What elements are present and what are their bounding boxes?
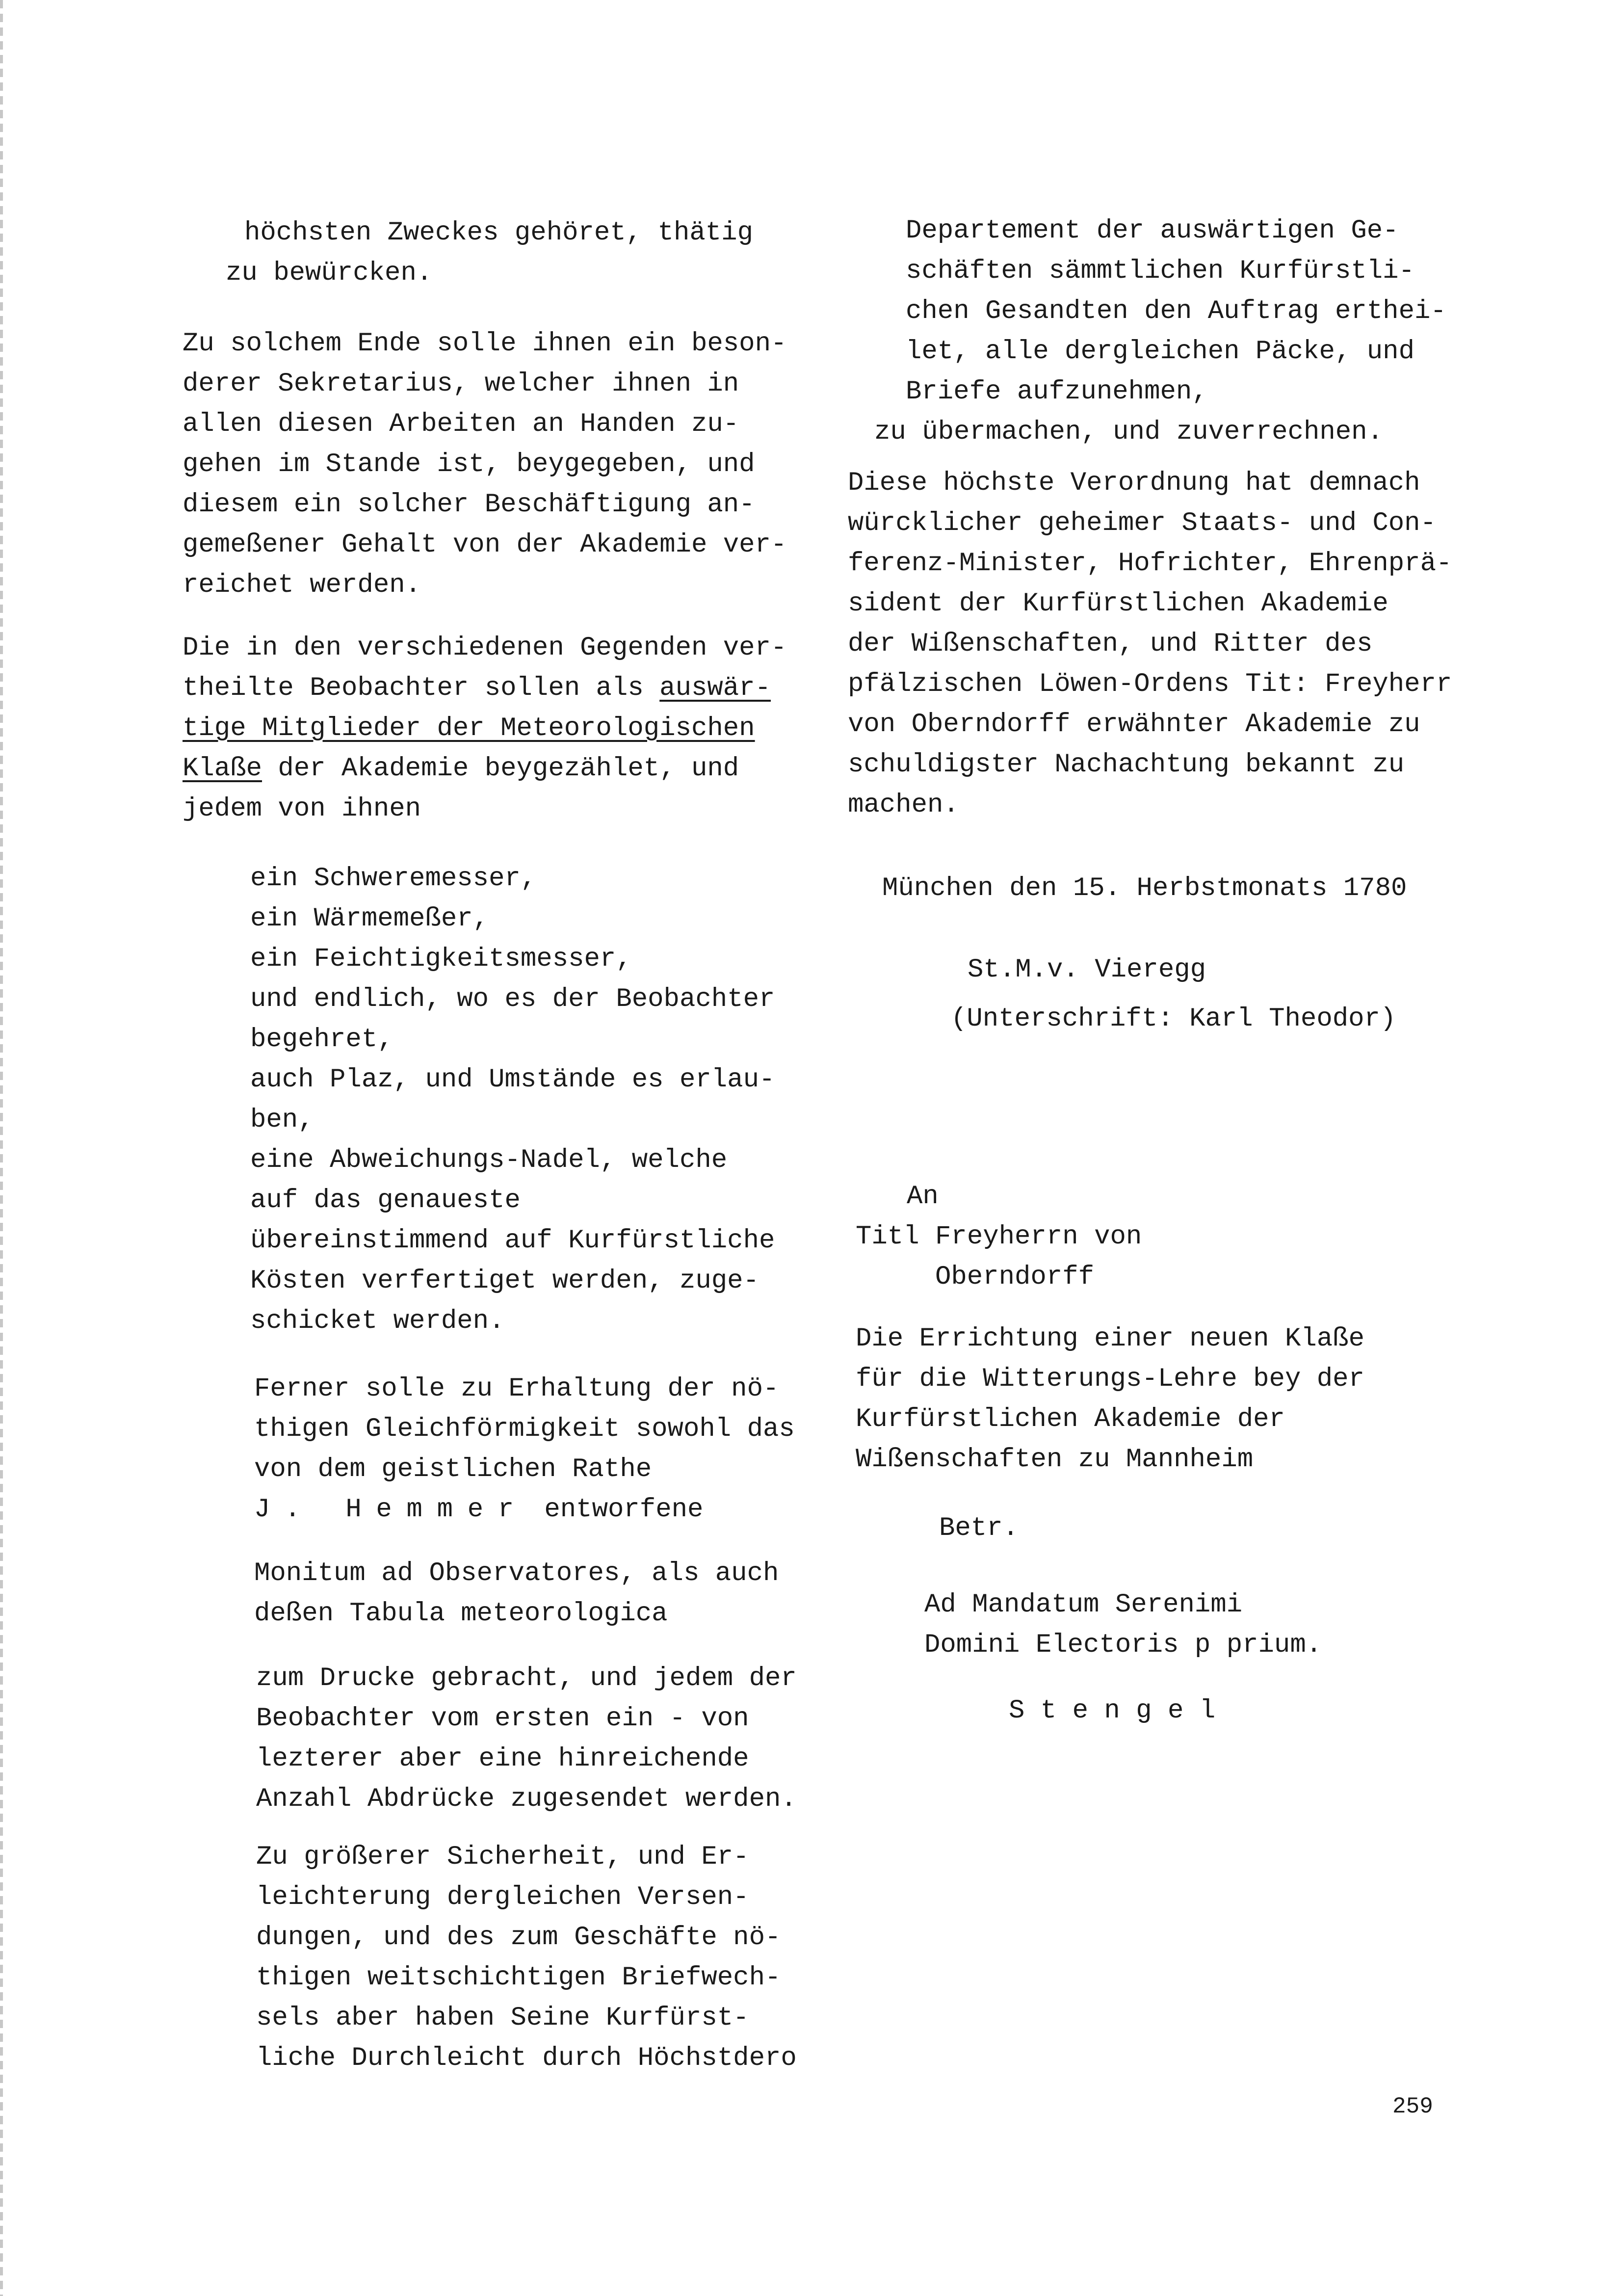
right-p1-line-2: schäften sämmtlichen Kurfürstli- <box>906 256 1414 286</box>
signature-line: (Unterschrift: Karl Theodor) <box>951 1004 1396 1034</box>
right-p1-line-1: Departement der auswärtigen Ge- <box>906 216 1399 246</box>
instrument-list-item: auf das genaueste <box>250 1186 521 1215</box>
left-p7-line-3: dungen, und des zum Geschäfte nö- <box>256 1923 781 1953</box>
instrument-list-item: schicket werden. <box>250 1306 505 1336</box>
left-p7-line-5: sels aber haben Seine Kurfürst- <box>256 2003 749 2033</box>
signer-line: St.M.v. Vieregg <box>968 955 1206 985</box>
subject-line-3: Kurfürstlichen Akademie der <box>856 1404 1285 1434</box>
left-p7-line-1: Zu größerer Sicherheit, und Er- <box>256 1842 749 1872</box>
left-p3-line-4 <box>183 749 739 789</box>
right-p1-line-6: zu übermachen, und zuverrechnen. <box>874 417 1383 447</box>
date-line: München den 15. Herbstmonats 1780 <box>882 873 1407 903</box>
left-p3-line-3 <box>183 709 755 749</box>
left-p6-line-1: zum Drucke gebracht, und jedem der <box>256 1663 797 1693</box>
left-p4-line-1: Ferner solle zu Erhaltung der nö- <box>254 1374 779 1404</box>
left-p4-line-2: thigen Gleichförmigkeit sowohl das <box>254 1414 795 1444</box>
left-p3-line-2 <box>183 668 771 709</box>
left-p3-line-5: jedem von ihnen <box>183 794 421 824</box>
left-p3-line-1: Die in den verschiedenen Gegenden ver- <box>183 633 787 663</box>
right-p2-line-5: der Wißenschaften, und Ritter des <box>848 629 1373 659</box>
betr-line: Betr. <box>939 1513 1019 1543</box>
mandate-line-1: Ad Mandatum Serenimi <box>924 1590 1243 1620</box>
left-p3-line-4-text: der Akademie beygezählet, und <box>262 754 739 784</box>
left-p2-line-2: derer Sekretarius, welcher ihnen in <box>183 369 739 399</box>
instrument-list-item: ein Wärmemeßer, <box>250 904 489 934</box>
right-p2-line-2: würcklicher geheimer Staats- und Con- <box>848 508 1436 538</box>
secretary-name: Stengel <box>1009 1696 1231 1726</box>
right-p1-line-4: let, alle dergleichen Päcke, und <box>906 337 1414 367</box>
right-p2-line-8: schuldigster Nachachtung bekannt zu <box>848 750 1405 780</box>
left-p2-line-1: Zu solchem Ende solle ihnen ein beson- <box>183 329 787 359</box>
left-p4-line-3: von dem geistlichen Rathe <box>254 1454 652 1484</box>
instrument-list-item: und endlich, wo es der Beobachter <box>250 984 775 1014</box>
left-p6-line-3: lezterer aber eine hinreichende <box>256 1744 749 1774</box>
instrument-list-item: eine Abweichungs-Nadel, welche <box>250 1145 728 1175</box>
left-p1-line-1: höchsten Zweckes gehöret, thätig <box>244 218 753 248</box>
right-p2-line-1: Diese höchste Verordnung hat demnach <box>848 468 1420 498</box>
left-p1-line-2: zu bewürcken. <box>226 258 433 288</box>
page-number: 259 <box>1392 2094 1433 2119</box>
subject-line-2: für die Witterungs-Lehre bey der <box>856 1364 1364 1394</box>
left-p6-line-2: Beobachter vom ersten ein - von <box>256 1704 749 1734</box>
underlined-term: Klaße <box>183 754 262 784</box>
right-p1-line-3: chen Gesandten den Auftrag erthei- <box>906 296 1446 326</box>
underlined-term: tige Mitglieder der Meteorologischen <box>183 713 755 743</box>
right-p1-line-5: Briefe aufzunehmen, <box>906 377 1208 407</box>
right-p2-line-9: machen. <box>848 790 959 820</box>
right-p2-line-7: von Oberndorff erwähnter Akademie zu <box>848 710 1420 739</box>
subject-line-4: Wißenschaften zu Mannheim <box>856 1445 1254 1475</box>
left-p2-line-5: diesem ein solcher Beschäftigung an- <box>183 490 755 520</box>
left-p5-line-2: deßen Tabula meteorologica <box>254 1599 668 1629</box>
address-line-3: Oberndorff <box>935 1262 1095 1292</box>
instrument-list-item: ein Feichtigkeitsmesser, <box>250 944 632 974</box>
subject-line-1: Die Errichtung einer neuen Klaße <box>856 1324 1364 1354</box>
left-p7-line-6: liche Durchleicht durch Höchstdero <box>256 2043 797 2073</box>
left-p2-line-7: reichet werden. <box>183 570 421 600</box>
person-name: J. Hemmer <box>254 1495 528 1525</box>
instrument-list-item: ein Schweremesser, <box>250 864 537 894</box>
address-line-2: Titl Freyherrn von <box>856 1222 1142 1252</box>
instrument-list-item: begehret, <box>250 1025 393 1055</box>
left-p2-line-6: gemeßener Gehalt von der Akademie ver- <box>183 530 787 560</box>
scan-edge-artifact <box>0 0 3 2296</box>
left-p2-line-4: gehen im Stande ist, beygegeben, und <box>183 449 755 479</box>
right-p2-line-4: sident der Kurfürstlichen Akademie <box>848 589 1388 619</box>
left-p4-line-4 <box>254 1490 703 1530</box>
left-p5-line-1: Monitum ad Observatores, als auch <box>254 1558 779 1588</box>
instrument-list-item: übereinstimmend auf Kurfürstliche <box>250 1226 775 1256</box>
left-p3-line-2-text: theilte Beobachter sollen als <box>183 673 660 703</box>
instrument-list-item: auch Plaz, und Umstände es erlau- <box>250 1065 775 1095</box>
right-p2-line-3: ferenz-Minister, Hofrichter, Ehrenprä- <box>848 549 1452 579</box>
left-p2-line-3: allen diesen Arbeiten an Handen zu- <box>183 409 739 439</box>
instrument-list-item: ben, <box>250 1105 314 1135</box>
instrument-list-item: Kösten verfertiget werden, zuge- <box>250 1266 759 1296</box>
mandate-line-2: Domini Electoris p prium. <box>924 1630 1322 1660</box>
left-p6-line-4: Anzahl Abdrücke zugesendet werden. <box>256 1784 797 1814</box>
left-p7-line-4: thigen weitschichtigen Briefwech- <box>256 1963 781 1993</box>
left-p7-line-2: leichterung dergleichen Versen- <box>256 1882 749 1912</box>
right-p2-line-6: pfälzischen Löwen-Ordens Tit: Freyherr <box>848 669 1452 699</box>
left-p4-line-4-text: entworfene <box>528 1495 704 1525</box>
underlined-term: auswär- <box>659 673 771 703</box>
address-line-1: An <box>907 1182 939 1212</box>
